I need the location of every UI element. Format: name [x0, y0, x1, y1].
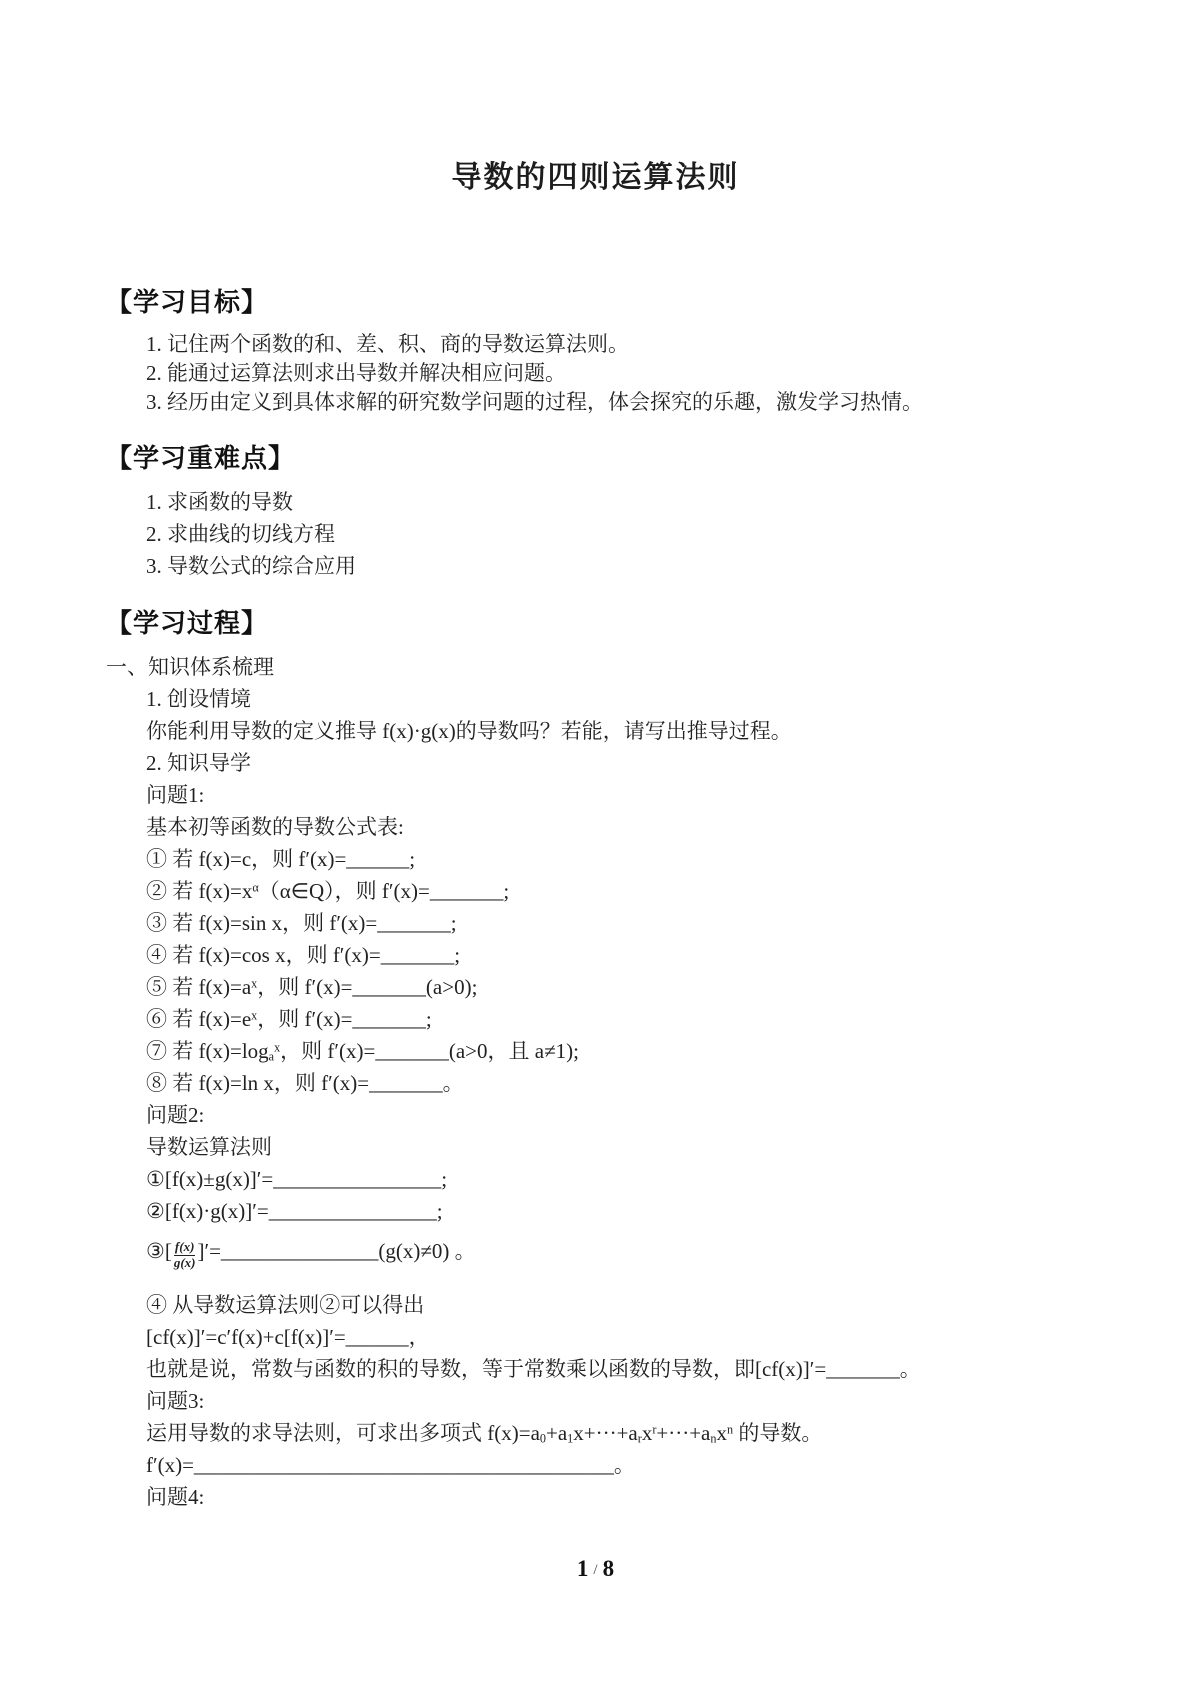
doc-line: 运用导数的求导法则，可求出多项式 $f(x)=a_0+a_1x+\cdot\cdot\cdot+a_rx^r+\cdot\cdot\cdot+a_nx^n$ 的导数。 — [146, 1420, 823, 1446]
doc-line: 问题2: — [146, 1103, 205, 1127]
doc-line: ⑤ 若 $f(x)=a^x$，则 f′(x)=_______(a>0); — [146, 975, 478, 999]
doc-line: 基本初等函数的导数公式表: — [146, 815, 404, 839]
doc-line: 一、知识体系梳理 — [106, 655, 274, 679]
doc-line: ① 若 f(x)=c，则 f′(x)=______; — [146, 847, 416, 871]
doc-line: 3. 经历由定义到具体求解的研究数学问题的过程，体会探究的乐趣，激发学习热情。 — [146, 390, 923, 414]
doc-line: ⑦ 若 $f(x)=\log_a^x$，则 f′(x)=_______(a>0，且 a≠1); — [146, 1039, 579, 1064]
doc-line: ①[f(x)±g(x)]′=________________; — [146, 1167, 448, 1191]
doc-line: 1. 记住两个函数的和、差、积、商的导数运算法则。 — [146, 332, 629, 356]
document-title: 导数的四则运算法则 — [451, 161, 740, 194]
doc-line: ⑥ 若 $f(x)=e^x$，则 f′(x)=_______; — [146, 1007, 432, 1031]
doc-line: f′(x)=________________________________________。 — [146, 1452, 635, 1477]
doc-line: 2. 知识导学 — [146, 751, 251, 775]
doc-line: 2. 求曲线的切线方程 — [146, 522, 335, 546]
doc-line: ⑧ 若 f(x)=ln x，则 f′(x)=_______。 — [146, 1071, 464, 1095]
doc-line: 1. 求函数的导数 — [146, 490, 293, 514]
section-heading-key-points: 【学习重难点】 — [106, 443, 296, 473]
page-number-separator: / — [593, 1562, 598, 1578]
section-heading-process: 【学习过程】 — [106, 608, 269, 638]
doc-line: 也就是说，常数与函数的积的导数，等于常数乘以函数的导数，即[cf(x)]′=_______。 — [146, 1356, 921, 1381]
section-heading-objectives: 【学习目标】 — [106, 287, 269, 317]
doc-line: ③[ $\frac{f(x)}{g(x)}$ ]′=_______________(g(x)≠0) 。 — [146, 1239, 476, 1270]
doc-line: ②[f(x)·g(x)]′=________________; — [146, 1199, 443, 1223]
doc-line: ④ 从导数运算法则②可以得出 — [146, 1292, 425, 1317]
fraction: $\frac{f(x)}{g(x)}$ — [173, 1239, 196, 1270]
doc-line: 问题1: — [146, 783, 205, 807]
doc-line: 导数运算法则 — [146, 1135, 272, 1159]
doc-line: 1. 创设情境 — [146, 687, 251, 711]
page-number-total: 8 — [602, 1556, 615, 1581]
page-footer — [0, 1556, 1191, 1582]
doc-line: [cf(x)]′=c′f(x)+c[f(x)]′=______， — [146, 1324, 430, 1349]
doc-line: ② 若 $f(x)=x^\alpha(\alpha\in Q)$，则 f′(x)=_______; — [146, 879, 510, 903]
doc-line: 3. 导数公式的综合应用 — [146, 554, 356, 578]
doc-line: 问题3: — [146, 1388, 205, 1413]
page-number-current: 1 — [576, 1556, 589, 1581]
doc-line: ③ 若 f(x)=sin x，则 f′(x)=_______; — [146, 911, 457, 935]
document-body — [106, 282, 1096, 1513]
doc-line: 2. 能通过运算法则求出导数并解决相应问题。 — [146, 361, 566, 385]
doc-line: 问题4: — [146, 1484, 205, 1509]
doc-line: 你能利用导数的定义推导 f(x)·g(x)的导数吗？若能，请写出推导过程。 — [146, 719, 792, 743]
doc-line: ④ 若 f(x)=cos x，则 f′(x)=_______; — [146, 943, 461, 967]
